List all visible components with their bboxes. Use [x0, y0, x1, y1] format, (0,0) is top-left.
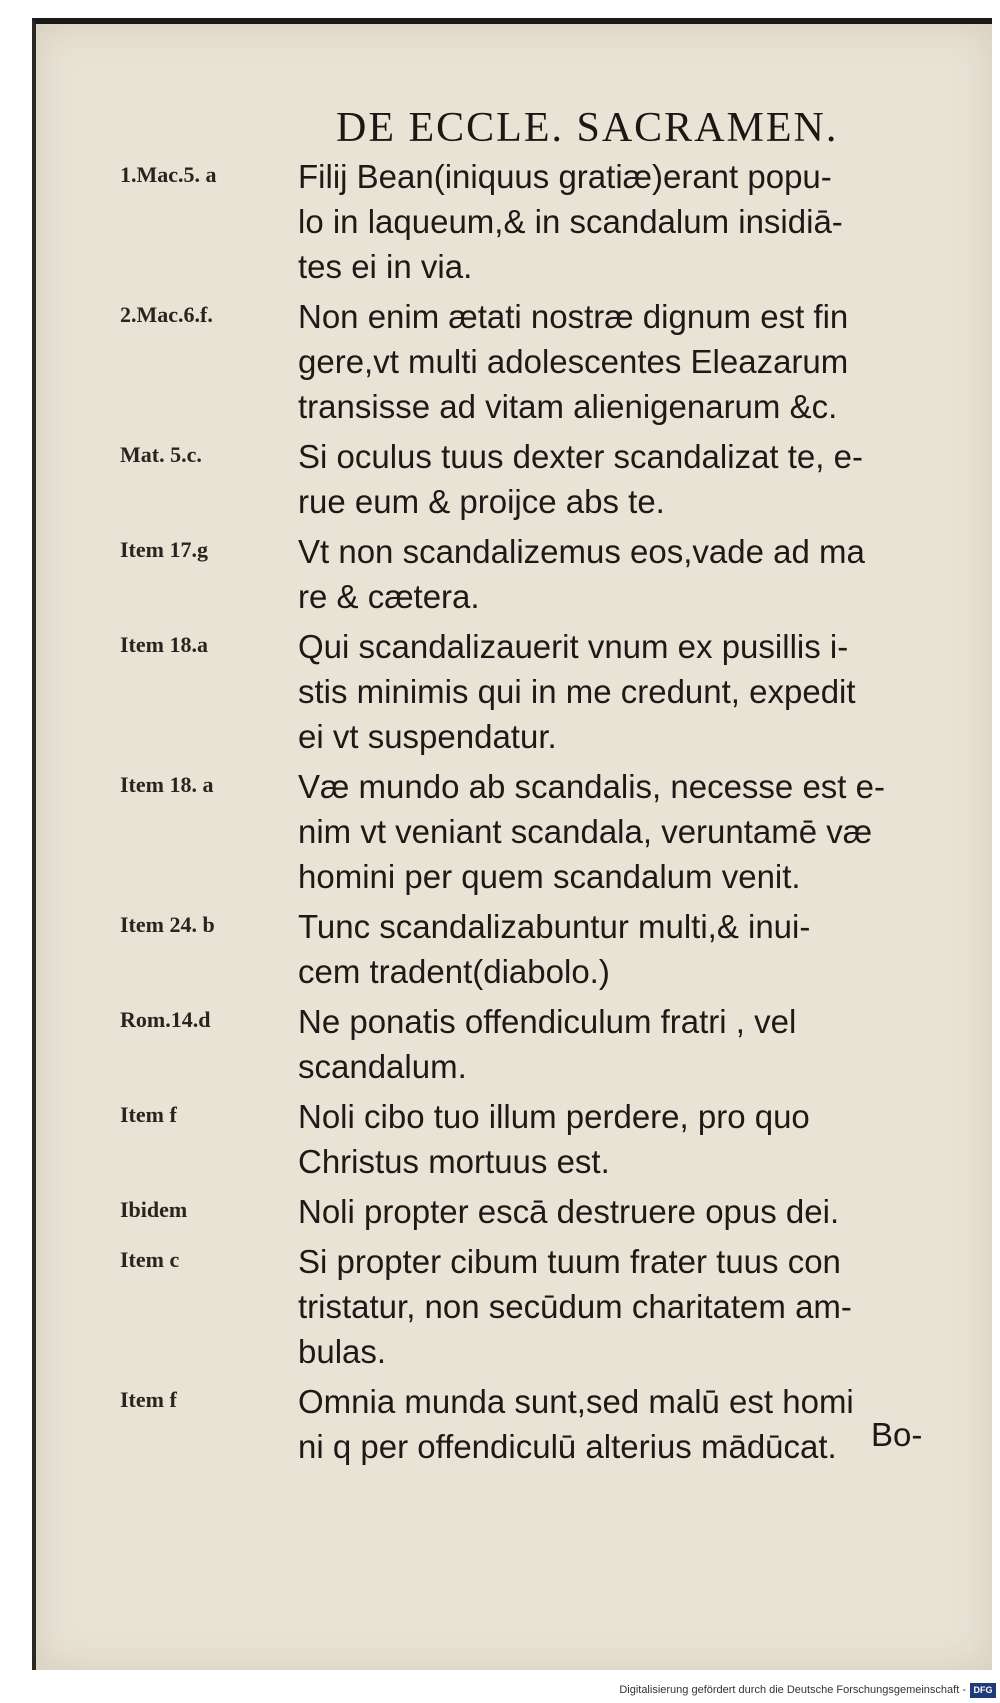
margin-reference: Ibidem [120, 1197, 188, 1222]
citation-entry [36, 624, 992, 759]
quotation-text [298, 1094, 958, 1184]
citation-entry [36, 434, 992, 524]
text-line: Si oculus tuus dexter scandalizat te, e- [298, 438, 863, 475]
text-line: Tunc scandalizabuntur multi,& inui- [298, 908, 811, 945]
margin-reference: Item 17.g [120, 537, 208, 562]
citation-entry [36, 1239, 992, 1374]
text-line: ni q per offendiculū alterius mādūcat. [298, 1428, 837, 1465]
text-line: stis minimis qui in me credunt, expedit [298, 673, 856, 710]
text-line: Noli cibo tuo illum perdere, pro quo [298, 1098, 810, 1135]
text-line: Non enim ætati nostræ dignum est fin [298, 298, 849, 335]
quotation-text [298, 1379, 958, 1469]
quotation-text [298, 294, 958, 429]
quotation-text [298, 1239, 958, 1374]
citation-list [36, 154, 992, 1474]
quotation-text [298, 999, 958, 1089]
margin-reference: Item 18.a [120, 632, 208, 657]
running-head: DE ECCLE. SACRAMEN. [336, 105, 839, 151]
text-line: Omnia munda sunt,sed malū est homi [298, 1383, 854, 1420]
margin-reference: Item c [120, 1247, 180, 1272]
quotation-text [298, 1189, 958, 1234]
citation-entry [36, 154, 992, 289]
text-line: Noli propter escā destruere opus dei. [298, 1193, 840, 1230]
dfg-logo: DFG [970, 1683, 996, 1698]
citation-entry [36, 999, 992, 1089]
quotation-text [298, 154, 958, 289]
text-line: Ne ponatis offendiculum fratri , vel [298, 1003, 797, 1040]
text-line: gere,vt multi adolescentes Eleazarum [298, 343, 849, 380]
margin-reference: Item f [120, 1102, 177, 1127]
text-line: cem tradent(diabolo.) [298, 953, 610, 990]
citation-entry [36, 764, 992, 899]
book-page [32, 18, 992, 1670]
citation-entry [36, 1379, 992, 1469]
funding-note: Digitalisierung gefördert durch die Deutsche Forschungsgemeinschaft - [619, 1684, 966, 1696]
citation-entry [36, 1094, 992, 1184]
text-line: rue eum & proijce abs te. [298, 483, 665, 520]
text-line: tes ei in via. [298, 248, 473, 285]
text-line: scandalum. [298, 1048, 467, 1085]
text-line: tristatur, non secūdum charitatem am- [298, 1288, 852, 1325]
quotation-text [298, 434, 958, 524]
text-line: ei vt suspendatur. [298, 718, 557, 755]
text-line: bulas. [298, 1333, 387, 1370]
text-line: Si propter cibum tuum frater tuus con [298, 1243, 841, 1280]
text-line: Filij Bean(iniquus gratiæ)erant popu- [298, 158, 832, 195]
citation-entry [36, 904, 992, 994]
text-line: Vt non scandalizemus eos,vade ad ma [298, 533, 865, 570]
text-line: Qui scandalizauerit vnum ex pusillis i- [298, 628, 849, 665]
text-line: transisse ad vitam alienigenarum &c. [298, 388, 838, 425]
text-line: Væ mundo ab scandalis, necesse est e- [298, 768, 885, 805]
text-line: lo in laqueum,& in scandalum insidiā- [298, 203, 843, 240]
quotation-text [298, 764, 958, 899]
text-line: Christus mortuus est. [298, 1143, 610, 1180]
citation-entry [36, 529, 992, 619]
margin-reference: Mat. 5.c. [120, 442, 202, 467]
quotation-text [298, 624, 958, 759]
margin-reference: Rom.14.d [120, 1007, 211, 1032]
margin-reference: Item 24. b [120, 912, 215, 937]
citation-entry [36, 1189, 992, 1234]
margin-reference: Item f [120, 1387, 177, 1412]
quotation-text [298, 904, 958, 994]
text-line: homini per quem scandalum venit. [298, 858, 801, 895]
catchword: Bo- [871, 1416, 923, 1453]
margin-reference: 2.Mac.6.f. [120, 302, 213, 327]
text-line: nim vt veniant scandala, veruntamē væ [298, 813, 873, 850]
quotation-text [298, 529, 958, 619]
margin-reference: Item 18. a [120, 772, 214, 797]
digitization-footer [0, 1681, 1000, 1703]
text-line: re & cætera. [298, 578, 480, 615]
citation-entry [36, 294, 992, 429]
margin-reference: 1.Mac.5. a [120, 162, 217, 187]
